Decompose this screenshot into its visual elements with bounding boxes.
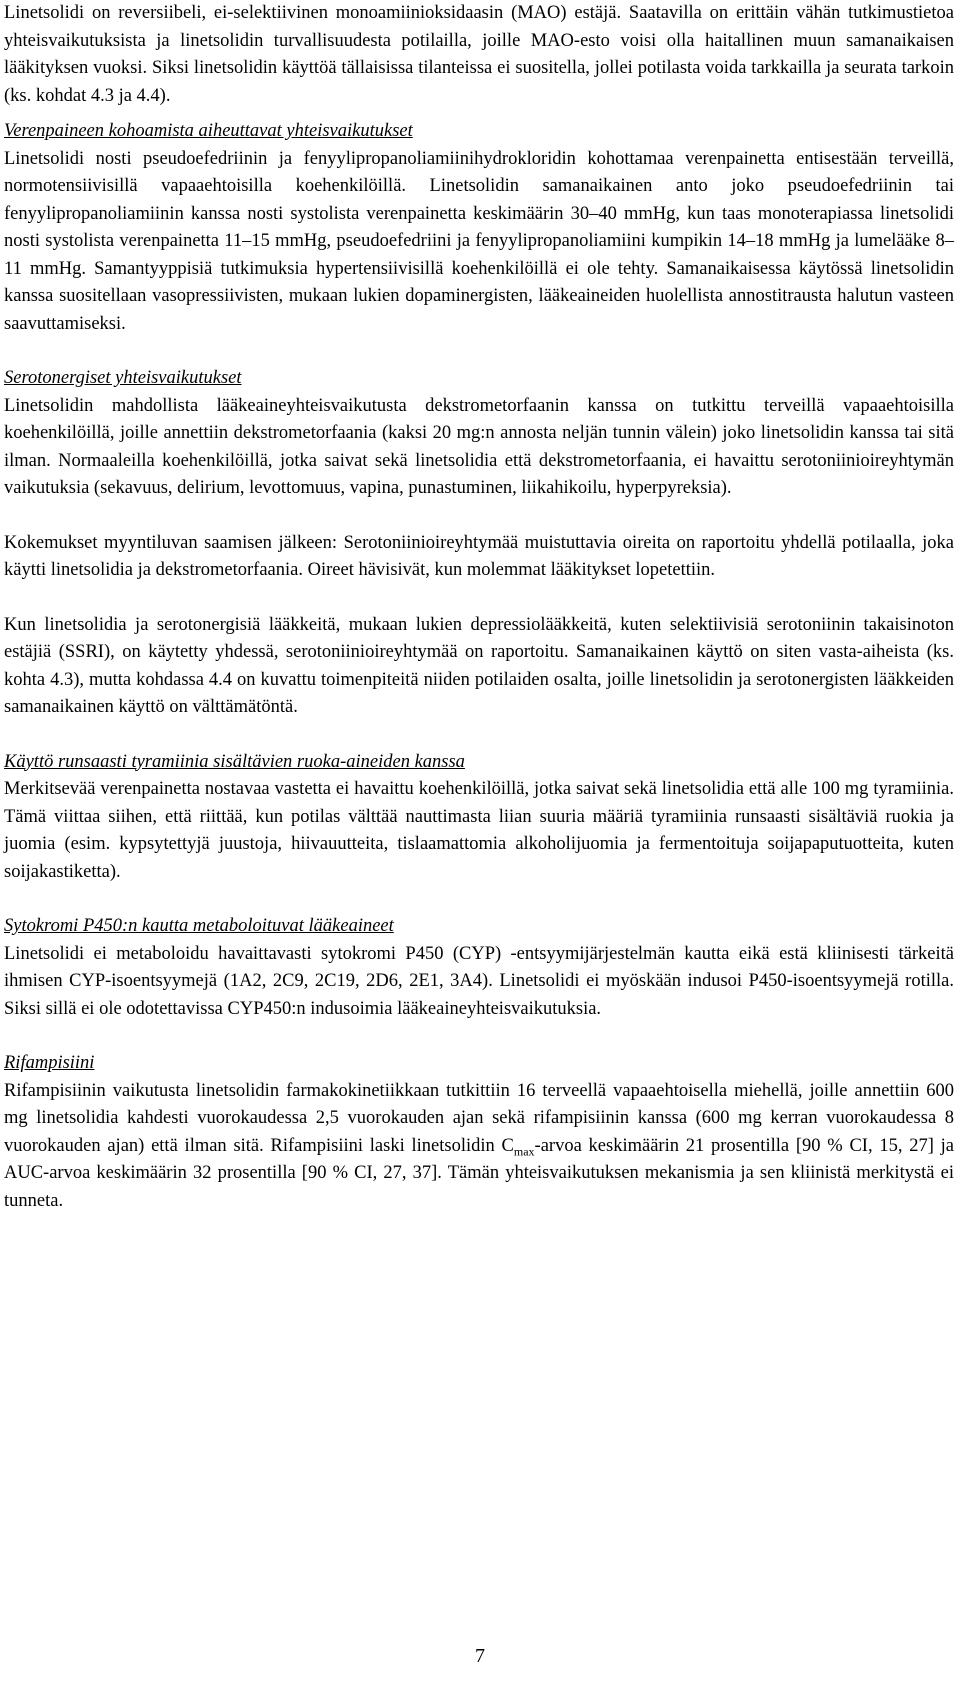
heading-blood-pressure: Verenpaineen kohoamista aiheuttavat yhteisvaikutukset [4,121,413,141]
paragraph-tyramine: Merkitsevää verenpainetta nostavaa vastetta ei havaittu koehenkilöillä, jotka saivat sekä linetsolidia että alle 100 mg tyramiinia. Tämä viittaa siihen, että riittää, kun potilas välttää nauttimasta liian suuria määriä tyramiinia runsaasti sisältäviä ruokia ja juomia (esim. kypsytettyjä juustoja, hiivauutteita, tislaamattomia alkoholijuomia ja fermentoituja soijapaputuotteita, kuten soijakastiketta). [4,779,954,882]
rifampicin-text-b: -arvoa keskimäärin 21 prosentilla [90 % CI, 15, 27] ja AUC-arvoa keskimäärin 32 prosentilla [90 % CI, 27, 37]. Tämän yhteisvaikutuksen mekanismia ja sen kliinistä merkitystä ei tunneta. [4,1135,954,1211]
cmax-subscript: max [513,1144,535,1159]
paragraph-cyp450: Linetsolidi ei metaboloidu havaittavasti sytokromi P450 (CYP) -entsyymijärjestelmän kautta eikä estä kliinisesti tärkeitä ihmisen CYP-isoentsyymejä (1A2, 2C9, 2C19, 2D6, 2E1, 3A4). Linetsolidi ei myöskään indusoi P450-isoentsyymejä rotilla. Siksi sillä ei ole odotettavissa CYP450:n indusoimia lääkeaineyhteisvaikutuksia. [4,943,954,1019]
paragraph-blood-pressure: Linetsolidi nosti pseudoefedriinin ja fenyylipropanoliamiinihydrokloridin kohottamaa verenpainetta entisestään terveillä, normotensiivisillä vapaaehtoisilla koehenkilöillä. Linetsolidin samanaikainen anto joko pseudoefedriinin tai fenyylipropanoliamiinin kanssa nosti systolista verenpainetta keskimäärin 30–40 mmHg, kun taas monoterapiassa linetsolidi nosti systolista verenpainetta 11–15 mmHg, pseudoefedriini ja fenyylipropanoliamiini kumpikin 14–18 mmHg ja lumelääke 8–11 mmHg. Samantyyppisiä tutkimuksia hypertensiivisillä koehenkilöillä ei ole tehty. Samanaikaisessa käytössä linetsolidin kanssa suositellaan vasopressiivisten, mukaan lukien dopaminergisten, lääkeaineiden huolellista annostitrausta halutun vasteen saavuttamiseksi. [4,148,954,334]
rifampicin-text-a: Rifampisiinin vaikutusta linetsolidin farmakokinetiikkaan tutkittiin 16 terveellä vapaaehtoisella miehellä, joille annettiin 600 mg linetsolidia kahdesti vuorokaudessa 2,5 vuorokauden ajan sekä rifampisiinin kanssa (600 mg kerran vuorokaudessa 8 vuorokauden ajan) että ilman sitä. Rifampisiini laski linetsolidin C [4,1080,954,1156]
page-number: 7 [475,1645,485,1667]
heading-tyramine: Käyttö runsaasti tyramiinia sisältävien ruoka-aineiden kanssa [4,751,465,772]
paragraph-post-marketing: Kokemukset myyntiluvan saamisen jälkeen: Serotoniinioireyhtymää muistuttavia oireita on raportoitu yhdellä potilaalla, joka käytti linetsolidia ja dekstrometorfaania. Oireet hävisivät, kun molemmat lääkitykset lopetettiin. [4,532,954,580]
paragraph-mao: Linetsolidi on reversiibeli, ei-selektiivinen monoamiinioksidaasin (MAO) estäjä. Saatavilla on erittäin vähän tutkimustietoa yhteisvaikutuksista ja linetsolidin turvallisuudesta potilailla, joille MAO-esto voisi olla haitallinen muun samanaikaisen lääkityksen vuoksi. Siksi linetsolidin käyttöä tällaisissa tilanteissa ei suositella, jollei potilasta voida tarkkailla ja seurata tarkoin (ks. kohdat 4.3 ja 4.4). [4,3,954,106]
heading-serotonergic: Serotonergiset yhteisvaikutukset [4,368,242,388]
paragraph-serotonergic: Linetsolidin mahdollista lääkeaineyhteisvaikutusta dekstrometorfaanin kanssa on tutkittu terveillä vapaaehtoisilla koehenkilöillä, joille annettiin dekstrometorfaania (kaksi 20 mg:n annosta neljän tunnin välein) joko linetsolidin kanssa tai sitä ilman. Normaaleilla koehenkilöillä, jotka saivat sekä linetsolidia että dekstrometorfaania, ei havaittu serotoniinioireyhtymän vaikutuksia (sekavuus, delirium, levottomuus, vapina, punastuminen, liikahikoilu, hyperpyreksia). [4,395,954,498]
paragraph-rifampicin [4,1078,954,1216]
heading-cyp450: Sytokromi P450:n kautta metaboloituvat lääkeaineet [4,916,394,936]
paragraph-ssri: Kun linetsolidia ja serotonergisiä lääkkeitä, mukaan lukien depressiolääkkeitä, kuten selektiivisiä serotoniinin takaisinoton estäjiä (SSRI), on käytetty yhdessä, serotoniinioireyhtymää on raportoitu. Samanaikainen käyttö on siten vasta-aiheista (ks. kohta 4.3), mutta kohdassa 4.4 on kuvattu toimenpiteitä niiden potilaiden osalta, joille linetsolidin ja serotonergisten lääkkeiden samanaikainen käyttö on välttämätöntä. [4,614,954,717]
heading-rifampicin: Rifampisiini [4,1053,95,1073]
